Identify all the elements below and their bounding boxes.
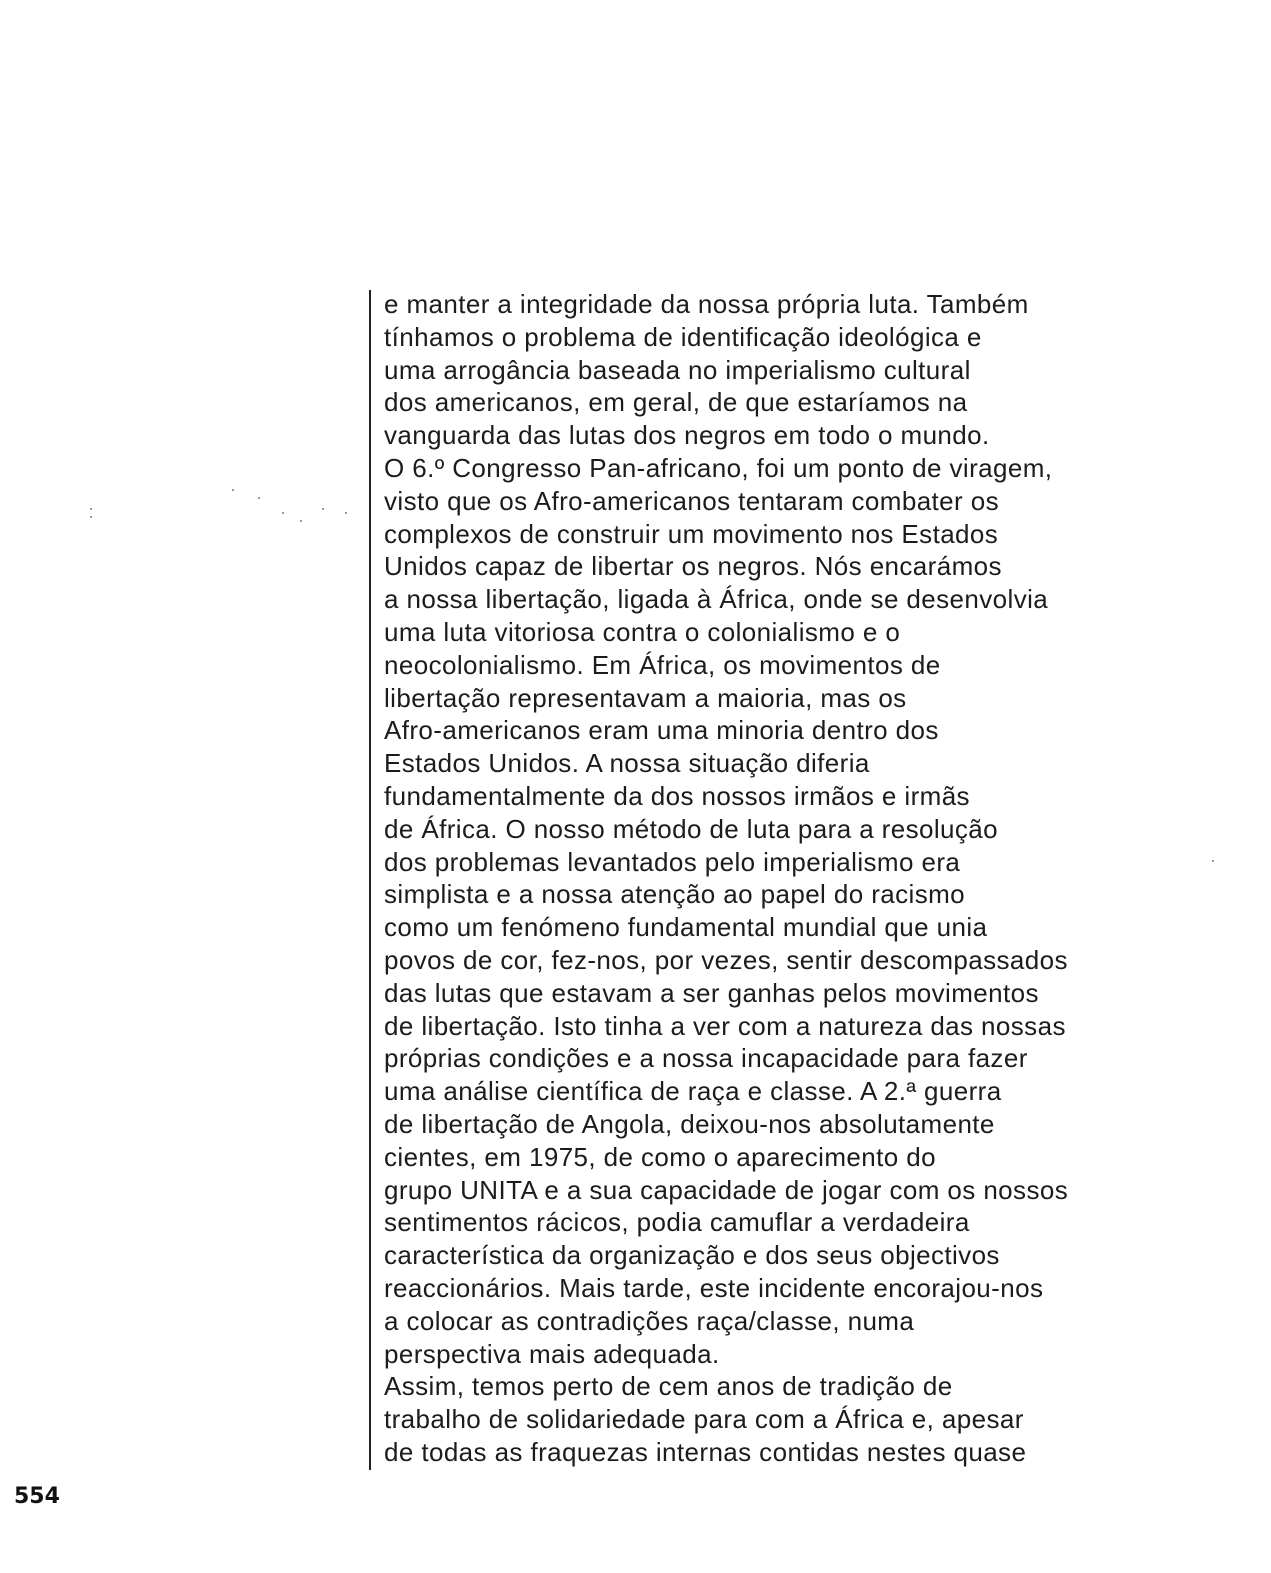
scan-speck [322, 508, 324, 510]
text-line: característica da organização e dos seus objectivos [384, 1240, 1000, 1271]
text-line: de libertação de Angola, deixou-nos absolutamente [384, 1108, 995, 1139]
text-line: uma arrogância baseada no imperialismo cultural [384, 354, 971, 385]
text-line: O 6.º Congresso Pan-africano, foi um ponto de viragem, [384, 452, 1053, 483]
text-line: como um fenómeno fundamental mundial que unia [384, 912, 988, 943]
text-line: a colocar as contradições raça/classe, numa [384, 1305, 915, 1336]
text-line: visto que os Afro-americanos tentaram combater os [384, 485, 999, 516]
page-number: 554 [14, 1484, 60, 1509]
text-line: Estados Unidos. A nossa situação diferia [384, 748, 870, 779]
text-line: simplista e a nossa atenção ao papel do racismo [384, 879, 966, 910]
body-text [384, 288, 1244, 1469]
scan-speck [282, 512, 284, 514]
text-line: sentimentos rácicos, podia camuflar a verdadeira [384, 1207, 970, 1238]
text-line: Afro-americanos eram uma minoria dentro dos [384, 715, 939, 746]
text-line: tínhamos o problema de identificação ideológica e [384, 321, 982, 352]
text-line: Unidos capaz de libertar os negros. Nós encarámos [384, 551, 1002, 582]
text-line: de libertação. Isto tinha a ver com a natureza das nossas [384, 1010, 1066, 1041]
text-line: complexos de construir um movimento nos Estados [384, 518, 999, 549]
scan-speck [90, 508, 92, 510]
text-line: e manter a integridade da nossa própria luta. Também [384, 289, 1029, 319]
text-line: a nossa libertação, ligada à África, onde se desenvolvia [384, 584, 1049, 615]
scan-speck [300, 520, 302, 522]
text-line: perspectiva mais adequada. [384, 1338, 720, 1369]
text-line: povos de cor, fez-nos, por vezes, sentir descompassados [384, 944, 1068, 975]
text-line: neocolonialismo. Em África, os movimentos de [384, 649, 941, 680]
scan-speck [345, 512, 347, 514]
text-line: de todas as fraquezas internas contidas nestes quase [384, 1436, 1027, 1467]
text-line: Assim, temos perto de cem anos de tradição de [384, 1371, 953, 1402]
text-line: das lutas que estavam a ser ganhas pelos movimentos [384, 977, 1039, 1008]
text-line: reaccionários. Mais tarde, este incidente encorajou-nos [384, 1272, 1044, 1303]
text-line: grupo UNITA e a sua capacidade de jogar com os nossos [384, 1174, 1069, 1205]
scan-speck [258, 497, 260, 499]
text-line: dos problemas levantados pelo imperialismo era [384, 846, 961, 877]
text-line: trabalho de solidariedade para com a África e, apesar [384, 1404, 1024, 1435]
scan-speck [1212, 860, 1214, 862]
margin-rule [369, 290, 371, 1470]
text-line: próprias condições e a nossa incapacidade para fazer [384, 1043, 1028, 1074]
text-line: dos americanos, em geral, de que estaríamos na [384, 387, 968, 418]
text-line: cientes, em 1975, de como o aparecimento do [384, 1141, 936, 1172]
text-line: fundamentalmente da dos nossos irmãos e irmãs [384, 780, 970, 811]
scan-speck [90, 516, 92, 518]
text-line: uma análise científica de raça e classe. A 2.ª guerra [384, 1076, 1002, 1107]
text-line: de África. O nosso método de luta para a resolução [384, 813, 999, 844]
text-line: libertação representavam a maioria, mas os [384, 682, 907, 713]
scan-speck [232, 489, 234, 491]
text-line: uma luta vitoriosa contra o colonialismo e o [384, 616, 901, 647]
text-line: vanguarda das lutas dos negros em todo o mundo. [384, 420, 990, 451]
